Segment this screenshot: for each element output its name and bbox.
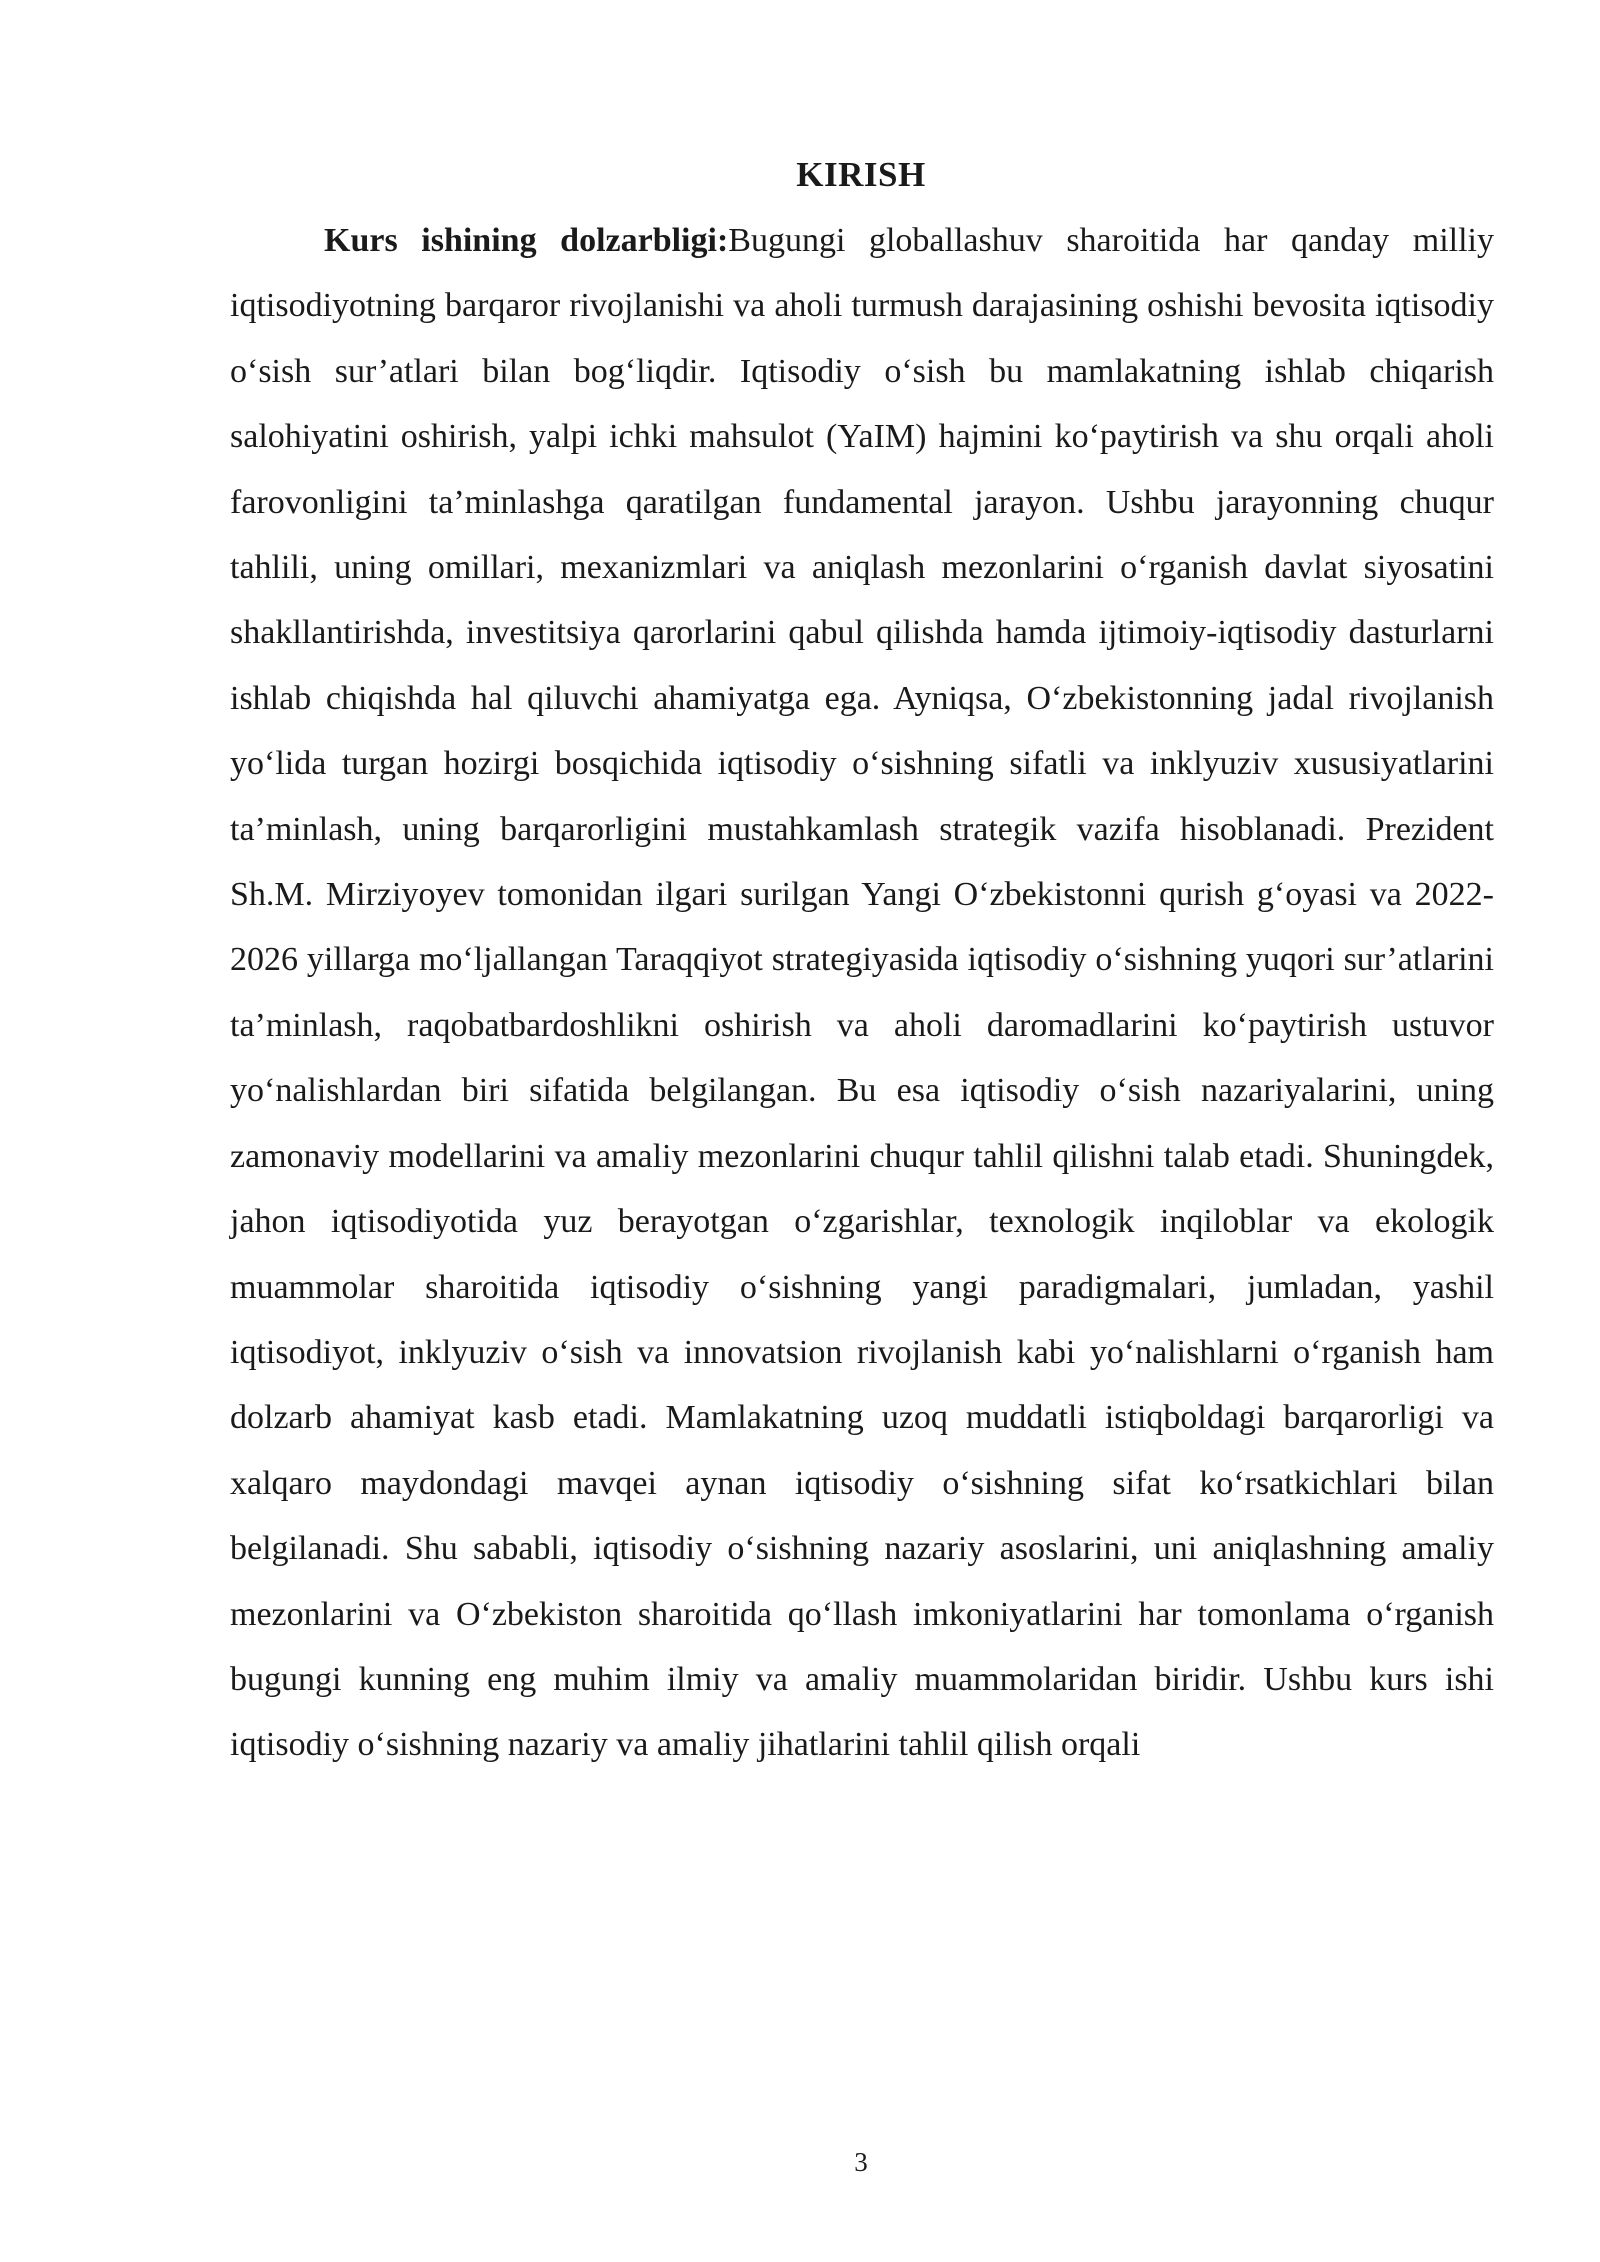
paragraph-body: Bugungi globallashuv sharoitida har qanday milliy iqtisodiyotning barqaror rivojlanishi va aholi turmush darajasining oshishi bevosita iqtisodiy o‘sish sur’atlari bilan bog‘liqdir. Iqtisodiy o‘sish bu mamlakatning ishlab chiqarish salohiyatini oshirish, yalpi ichki mahsulot (YaIM) hajmini ko‘paytirish va shu orqali aholi farovonligini ta’minlashga qaratilgan fundamental jarayon. Ushbu jarayonning chuqur tahlili, uning omillari, mexanizmlari va aniqlash mezonlarini o‘rganish davlat siyosatini shakllantirishda, investitsiya qarorlarini qabul qilishda hamda ijtimoiy-iqtisodiy dasturlarni ishlab chiqishda hal qiluvchi ahamiyatga ega. Ayniqsa, O‘zbekistonning jadal rivojlanish yo‘lida turgan hozirgi bosqichida iqtisodiy o‘sishning sifatli va inklyuziv xususiyatlarini ta’minlash, uning barqarorligini mustahkamlash strategik vazifa hisoblanadi. Prezident Sh.M. Mirziyoyev tomonidan ilgari surilgan Yangi O‘zbekistonni qurish g‘oyasi va 2022-2026 yillarga mo‘ljallangan Taraqqiyot strategiyasida iqtisodiy o‘sishning yuqori sur’atlarini ta’minlash, raqobatbardoshlikni oshirish va aholi daromadlarini ko‘paytirish ustuvor yo‘nalishlardan biri sifatida belgilangan. Bu esa iqtisodiy o‘sish nazariyalarini, uning zamonaviy modellarini va amaliy mezonlarini chuqur tahlil qilishni talab etadi. Shuningdek, jahon iqtisodiyotida yuz berayotgan o‘zgarishlar, texnologik inqiloblar va ekologik muammolar sharoitida iqtisodiy o‘sishning yangi paradigmalari, jumladan, yashil iqtisodiyot, inklyuziv o‘sish va innovatsion rivojlanish kabi yo‘nalishlarni o‘rganish ham dolzarb ahamiyat kasb etadi. Mamlakatning uzoq muddatli istiqboldagi barqarorligi va xalqaro maydondagi mavqei aynan iqtisodiy o‘sishning sifat ko‘rsatkichlari bilan belgilanadi. Shu sababli, iqtisodiy o‘sishning nazariy asoslarini, uni aniqlashning amaliy mezonlarini va O‘zbekiston sharoitida qo‘llash imkoniyatlarini har tomonlama o‘rganish bugungi kunning eng muhim ilmiy va amaliy muammolaridan biridir. Ushbu kurs ishi iqtisodiy o‘sishning nazariy va amaliy jihatlarini tahlil qilish orqali	[230, 222, 1494, 1764]
body-paragraph	[230, 208, 1494, 1778]
section-heading: KIRISH	[796, 155, 926, 194]
page-number: 3	[854, 2147, 868, 2177]
paragraph-lead: Kurs ishining dolzarbligi:	[324, 222, 729, 259]
